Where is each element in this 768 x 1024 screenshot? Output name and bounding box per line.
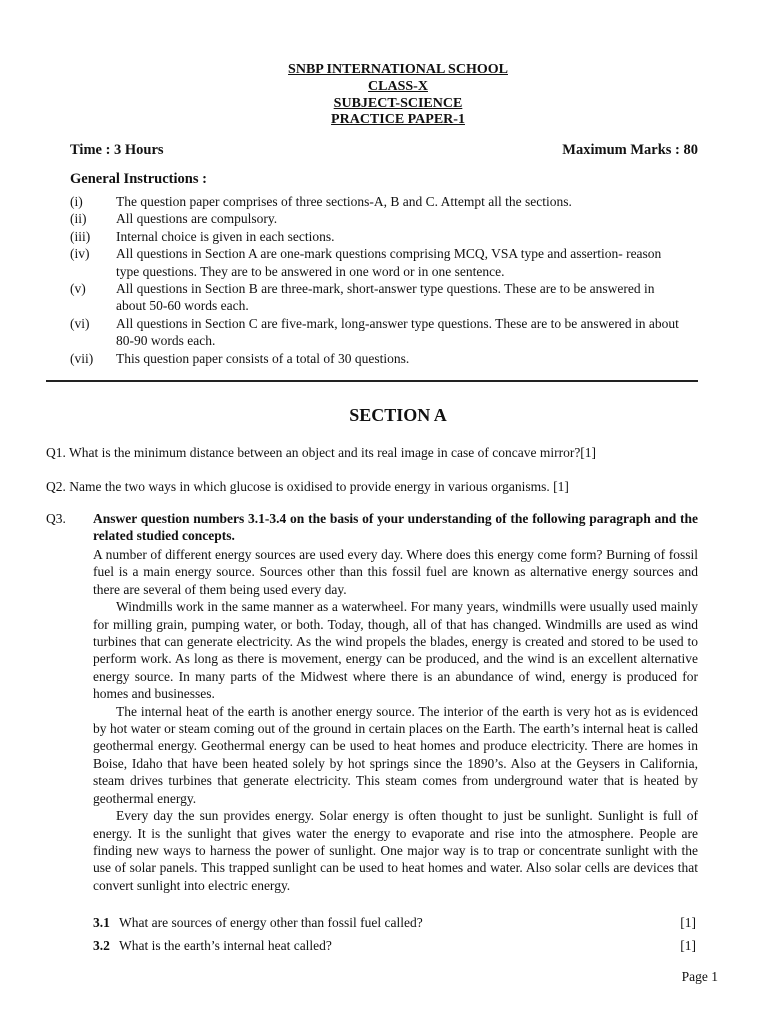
- question-3-label: Q3.: [46, 511, 66, 526]
- instruction-item: [70, 193, 680, 210]
- instruction-item: [70, 315, 680, 350]
- question-1: Q1. What is the minimum distance between an object and its real image in case of concave mirror?[1]: [46, 445, 597, 460]
- question-3-instruction-block: [46, 510, 698, 545]
- section-title: SECTION A: [349, 405, 447, 425]
- instruction-text: Internal choice is given in each sections.: [116, 228, 335, 244]
- sub-question-number: 3.2: [93, 938, 110, 953]
- page-number: Page 1: [681, 969, 718, 984]
- paper-title: PRACTICE PAPER-1: [331, 112, 465, 127]
- sub-question-marks: [1]: [680, 938, 696, 953]
- instruction-item: [70, 228, 680, 245]
- max-marks-label: Maximum Marks : 80: [562, 142, 698, 158]
- instruction-text: This question paper consists of a total of 30 questions.: [116, 350, 410, 366]
- instruction-text: All questions are compulsory.: [116, 211, 278, 227]
- instruction-number: (i): [70, 194, 83, 209]
- sub-question-text: What are sources of energy other than fossil fuel called?: [119, 915, 423, 930]
- instruction-item: [70, 280, 680, 315]
- instruction-text: All questions in Section B are three-mark, short-answer type questions. These are to be answered in about 50-60 words each.: [116, 281, 655, 314]
- time-label: Time : 3 Hours: [70, 142, 164, 158]
- instruction-number: (iii): [70, 228, 91, 244]
- sub-question-number: 3.1: [93, 915, 110, 930]
- instruction-item: [70, 245, 680, 280]
- instructions-title: General Instructions :: [70, 171, 207, 187]
- instruction-text: All questions in Section C are five-mark, long-answer type questions. These are to be answered in about 80-90 words each.: [116, 315, 679, 349]
- instruction-item: [70, 350, 680, 367]
- instruction-text: The question paper comprises of three sections-A, B and C. Attempt all the sections.: [116, 194, 572, 209]
- passage-paragraph: Every day the sun provides energy. Solar energy is often thought to just be sunlight. Sunlight is full of energy. It is the sunlight that gives water the energy to evaporate and rise into the atmosphere. People are finding new ways to harness the power of sunlight. One major way is to trap or concentrate sunlight with the use of solar panels. This trapped sunlight can be used to heat homes and water. Also solar cells are devices that convert sunlight into electric energy.: [93, 808, 698, 893]
- time-marks-row: [70, 142, 698, 159]
- class-title: CLASS-X: [368, 79, 428, 94]
- instruction-number: (v): [70, 281, 86, 297]
- instruction-text: All questions in Section A are one-mark questions comprising MCQ, VSA type and assertion- reason type questions. They are to be answered in one word or in one sentence.: [116, 246, 662, 279]
- question-2: Q2. Name the two ways in which glucose is oxidised to provide energy in various organisms. [1]: [46, 479, 569, 494]
- instruction-item: [70, 210, 680, 227]
- school-name: SNBP INTERNATIONAL SCHOOL: [288, 62, 508, 77]
- passage-paragraph: A number of different energy sources are used every day. Where does this energy come form? Burning of fossil fuel is a main energy source. Sources other than this fossil fuel are known as alternative energy sources and there are several of them being used every day.: [93, 547, 698, 597]
- section-divider: [46, 380, 698, 382]
- instruction-number: (vii): [70, 350, 94, 366]
- sub-question-3-2: [93, 938, 698, 954]
- instruction-number: (vi): [70, 315, 90, 331]
- comprehension-passage: [93, 546, 698, 894]
- question-3-instruction: Answer question numbers 3.1-3.4 on the basis of your understanding of the following paragraph and the related studied concepts.: [93, 511, 698, 544]
- instructions-list: [70, 193, 680, 367]
- passage-paragraph: Windmills work in the same manner as a waterwheel. For many years, windmills were usually used mainly for milling grain, pumping water, or both. Today, though, all of that has changed. Windmills are used as wind turbines that can generate electricity. As the wind propels the blades, energy is created and stored to be used to perform work. As long as there is movement, energy can be produced, and the wind is an excellent alternative energy source. In many parts of the Midwest where there is an abundance of wind, energy is produced for homes and businesses.: [93, 599, 698, 702]
- sub-question-3-1: [93, 915, 698, 931]
- instruction-number: (iv): [70, 246, 90, 262]
- sub-question-text: What is the earth’s internal heat called?: [119, 938, 332, 953]
- subject-title: SUBJECT-SCIENCE: [333, 96, 463, 111]
- instruction-number: (ii): [70, 211, 87, 227]
- passage-paragraph: The internal heat of the earth is another energy source. The interior of the earth is very hot as is evidenced by hot water or steam coming out of the ground in certain places on the Earth. The earth’s internal heat is called geothermal energy. Geothermal energy can be used to heat homes and produce electricity. There are homes in Boise, Idaho that have been heated solely by hot springs since the 1890’s. Also at the Geysers in California, steam drives turbines that generate electricity. This steam comes from underground water that is heated by geothermal energy.: [93, 703, 698, 806]
- sub-question-marks: [1]: [680, 915, 696, 930]
